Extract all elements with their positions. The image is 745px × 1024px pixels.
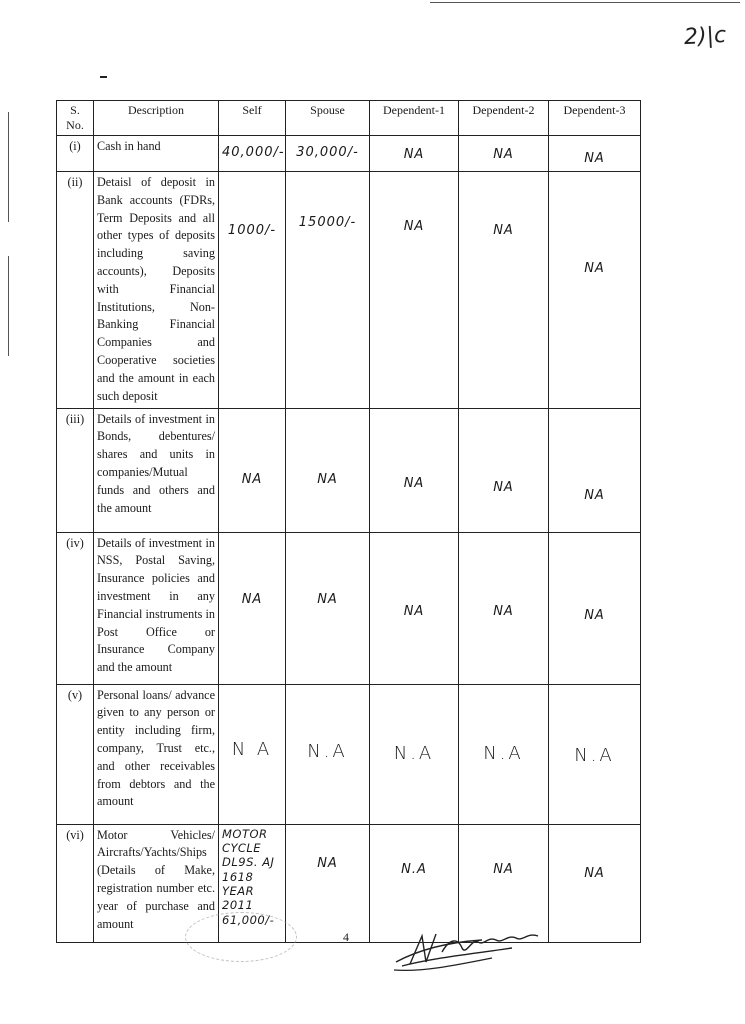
table-row	[57, 824, 641, 942]
row-description: Cash in hand	[94, 136, 219, 172]
table-row	[57, 532, 641, 684]
page-number: 4	[343, 930, 349, 944]
cell-self: 1000/-	[219, 171, 286, 408]
header-dependent-1: Dependent-1	[370, 101, 459, 136]
left-edge-mark	[8, 256, 9, 356]
row-sno: (v)	[57, 684, 94, 824]
row-description: Detaisl of deposit in Bank accounts (FDRs, Term Deposits and all other types of deposits including saving accounts), Deposits with Financial Institutions, Non-Banking Financial Companies and Cooperative societies and the amount in each such deposit	[94, 171, 219, 408]
cell-dependent-3: N.A	[549, 684, 641, 824]
cell-dependent-2: N.A	[459, 684, 549, 824]
cell-self: 40,000/-	[219, 136, 286, 172]
cell-spouse: NA	[286, 408, 370, 532]
row-sno: (iv)	[57, 532, 94, 684]
header-description: Description	[94, 101, 219, 136]
table-header-row	[57, 101, 641, 136]
row-sno: (iii)	[57, 408, 94, 532]
cell-spouse: NA	[286, 532, 370, 684]
cell-dependent-1: NA	[370, 136, 459, 172]
row-description: Details of investment in NSS, Postal Saving, Insurance policies and investment in any Financial instruments in Post Office or Insurance Company and the amount	[94, 532, 219, 684]
corner-annotation: 2)|c	[683, 22, 727, 51]
cell-dependent-3: NA	[549, 171, 641, 408]
top-edge-rule	[430, 2, 740, 3]
table-row	[57, 171, 641, 408]
cell-spouse: 30,000/-	[286, 136, 370, 172]
header-self: Self	[219, 101, 286, 136]
assets-table	[56, 100, 641, 943]
cell-dependent-2: NA	[459, 171, 549, 408]
row-description: Details of investment in Bonds, debentures/ shares and units in companies/Mutual funds and others and the amount	[94, 408, 219, 532]
cell-dependent-1: NA	[370, 408, 459, 532]
cell-dependent-3: NA	[549, 532, 641, 684]
row-description: Motor Vehicles/ Aircrafts/Yachts/Ships (Details of Make, registration number etc. year of purchase and amount	[94, 824, 219, 942]
table-row	[57, 136, 641, 172]
cell-dependent-3: NA	[549, 824, 641, 942]
header-sno: S. No.	[57, 101, 94, 136]
header-dependent-2: Dependent-2	[459, 101, 549, 136]
cell-spouse: N.A	[286, 684, 370, 824]
cell-dependent-1: N.A	[370, 684, 459, 824]
cell-self: N A	[219, 684, 286, 824]
cell-dependent-1: NA	[370, 171, 459, 408]
cell-dependent-2: NA	[459, 408, 549, 532]
table-row	[57, 408, 641, 532]
cell-dependent-3: NA	[549, 136, 641, 172]
cell-dependent-2: NA	[459, 136, 549, 172]
cell-self: NA	[219, 532, 286, 684]
header-spouse: Spouse	[286, 101, 370, 136]
cell-dependent-2: NA	[459, 532, 549, 684]
row-description: Personal loans/ advance given to any person or entity including firm, company, Trust etc., and other receivables from debtors and the amount	[94, 684, 219, 824]
cell-dependent-2: NA	[459, 824, 549, 942]
cell-dependent-1: N.A	[370, 824, 459, 942]
cell-self: NA	[219, 408, 286, 532]
header-dependent-3: Dependent-3	[549, 101, 641, 136]
cell-spouse: NA	[286, 824, 370, 942]
cell-dependent-3: NA	[549, 408, 641, 532]
cell-spouse: 15000/-	[286, 171, 370, 408]
signature-image	[392, 918, 552, 978]
cell-dependent-1: NA	[370, 532, 459, 684]
cell-self-vehicle: MOTOR CYCLE DL9S. AJ 1618 YEAR 2011 61,000/-	[219, 824, 286, 942]
row-sno: (vi)	[57, 824, 94, 942]
stamp-seal	[185, 912, 297, 962]
stray-mark	[100, 76, 107, 78]
table-row	[57, 684, 641, 824]
row-sno: (ii)	[57, 171, 94, 408]
left-edge-mark	[8, 112, 9, 222]
row-sno: (i)	[57, 136, 94, 172]
